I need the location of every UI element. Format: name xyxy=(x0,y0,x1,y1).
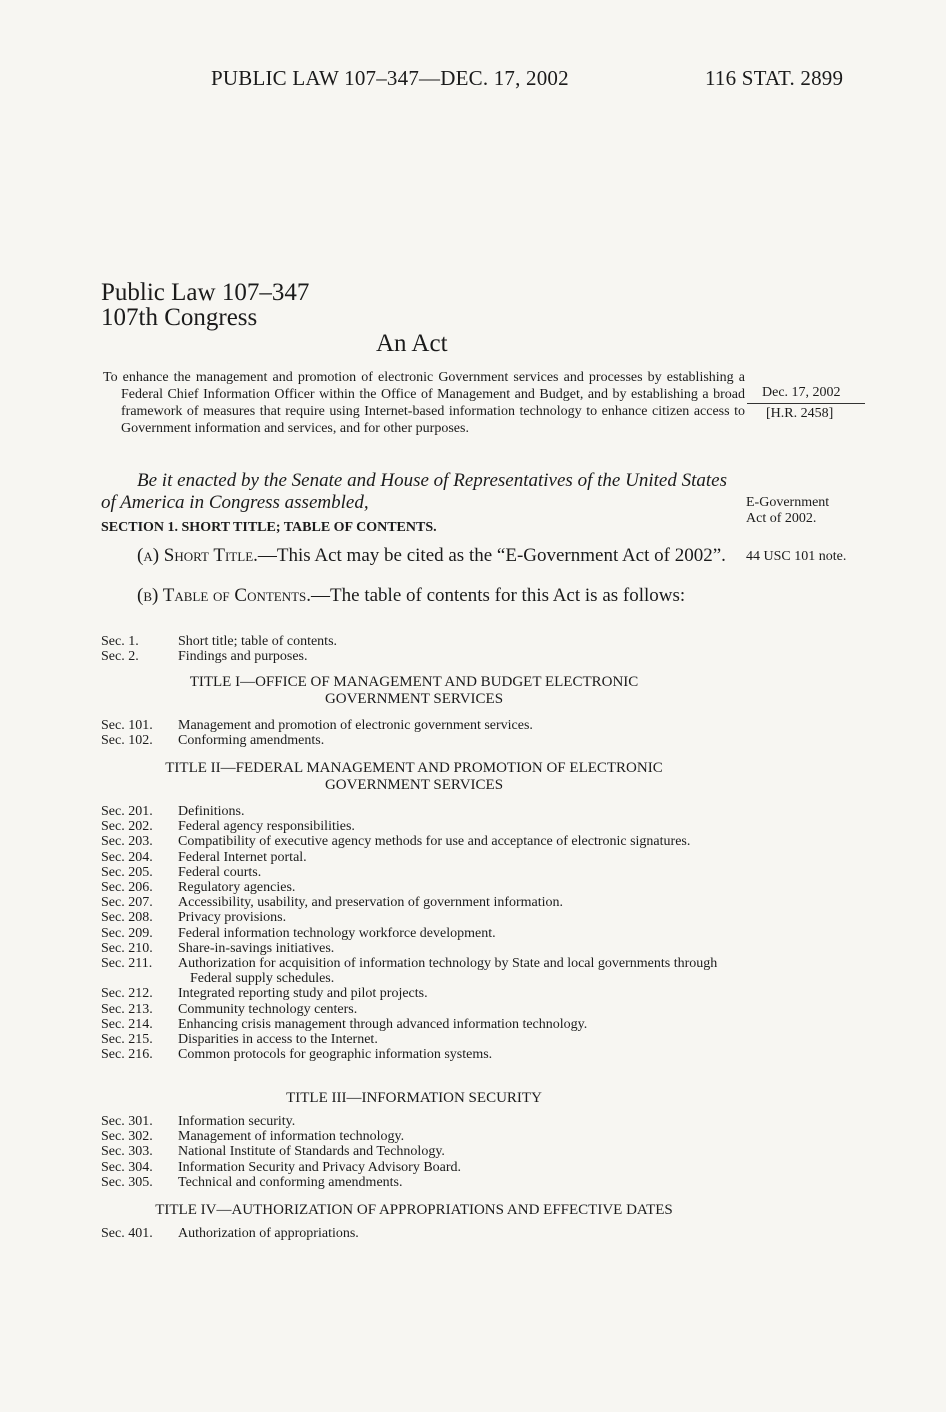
margin-rule xyxy=(747,403,865,404)
toc-sec-title: Conforming amendments. xyxy=(178,733,325,749)
toc-sec-num: Sec. 213. xyxy=(101,1001,153,1017)
toc-sec-title: Short title; table of contents. xyxy=(178,634,338,649)
toc-sec-num: Sec. 209. xyxy=(101,925,153,941)
toc-sec-num: Sec. 304. xyxy=(101,1159,153,1175)
toc-entry xyxy=(101,819,731,834)
toc-sec-num: Sec. 206. xyxy=(101,880,153,896)
toc-sec-num: Sec. 1. xyxy=(101,634,139,649)
toc-entry xyxy=(101,926,731,941)
toc-sec-num: Sec. 212. xyxy=(101,986,153,1002)
toc-entry xyxy=(101,910,731,925)
toc-sec-title: Regulatory agencies. xyxy=(178,880,296,896)
margin-short-title-line2: Act of 2002. xyxy=(746,511,817,526)
toc-entry xyxy=(101,1129,731,1144)
toc-entry xyxy=(101,834,731,849)
toc-title-4-sections xyxy=(101,1226,731,1241)
toc-sec-num: Sec. 302. xyxy=(101,1129,153,1145)
page-stat-citation: 116 STAT. 2899 xyxy=(705,66,844,90)
toc-entry xyxy=(101,1160,731,1175)
toc-sec-title: Information Security and Privacy Advisory Board. xyxy=(178,1159,462,1175)
toc-sec-num: Sec. 210. xyxy=(101,940,153,956)
running-header: PUBLIC LAW 107–347—DEC. 17, 2002 xyxy=(211,66,569,90)
toc-title-4-line1: TITLE IV—AUTHORIZATION OF APPROPRIATIONS AND EFFECTIVE DATES xyxy=(155,1202,673,1218)
toc-sec-num: Sec. 214. xyxy=(101,1016,153,1032)
toc-sec-title: Technical and conforming amendments. xyxy=(178,1174,403,1190)
toc-sec-title: Federal courts. xyxy=(178,864,262,880)
toc-sec-num: Sec. 216. xyxy=(101,1047,153,1063)
toc-entry xyxy=(101,1002,731,1017)
toc-entry xyxy=(101,850,731,865)
toc-entry xyxy=(101,1226,731,1241)
toc-sec-num: Sec. 2. xyxy=(101,649,139,665)
toc-entry xyxy=(101,804,731,819)
toc-sec-title: National Institute of Standards and Technology. xyxy=(178,1144,445,1160)
public-law-number: Public Law 107–347 xyxy=(101,279,310,306)
toc-sec-title: Federal Internet portal. xyxy=(178,849,307,865)
toc-sec-title: Integrated reporting study and pilot projects. xyxy=(178,986,428,1002)
toc-sec-title: Enhancing crisis management through advanced information technology. xyxy=(178,1016,588,1032)
toc-sec-num: Sec. 203. xyxy=(101,834,153,850)
toc-title-3-sections xyxy=(101,1114,731,1190)
toc-title-4-heading xyxy=(101,1202,727,1219)
toc-sec-title: Disparities in access to the Internet. xyxy=(178,1032,378,1048)
margin-usc-citation: 44 USC 101 note. xyxy=(746,549,847,564)
toc-entry xyxy=(101,986,731,1001)
margin-bill-number: [H.R. 2458] xyxy=(766,406,834,421)
toc-entry xyxy=(101,895,731,910)
toc-sec-num: Sec. 205. xyxy=(101,864,153,880)
toc-sec-title: Share-in-savings initiatives. xyxy=(178,940,335,956)
toc-preliminary xyxy=(101,634,731,664)
toc-sec-num: Sec. 201. xyxy=(101,804,153,819)
toc-sec-title: Common protocols for geographic information systems. xyxy=(178,1047,493,1063)
toc-sec-num: Sec. 207. xyxy=(101,895,153,911)
toc-sec-num: Sec. 215. xyxy=(101,1032,153,1048)
toc-sec-num: Sec. 303. xyxy=(101,1144,153,1160)
toc-sec-num: Sec. 101. xyxy=(101,718,153,733)
toc-sec-num: Sec. 211. xyxy=(101,956,153,972)
long-title-purpose: To enhance the management and promotion of electronic Government services and processes by establishing a Federal Chief Information Officer within the Office of Management and Budget, and by establishing a broad framework of measures that require using Internet-based information technology to enhance citizen access to Government information and services, and for other purposes. xyxy=(103,370,745,436)
toc-sec-title: Definitions. xyxy=(178,804,245,819)
congress-number: 107th Congress xyxy=(101,304,258,331)
section-1b-text: —The table of contents for this Act is as follows: xyxy=(311,585,686,606)
toc-sec-title: Privacy provisions. xyxy=(178,910,287,926)
toc-title-2-line2: GOVERNMENT SERVICES xyxy=(324,777,504,793)
toc-title-3-line1: TITLE III—INFORMATION SECURITY xyxy=(286,1090,542,1106)
toc-entry xyxy=(101,880,731,895)
toc-entry xyxy=(101,865,731,880)
toc-title-3-heading xyxy=(101,1090,727,1107)
enacting-clause: Be it enacted by the Senate and House of Representatives of the United States of America in Congress assembled, xyxy=(101,470,727,513)
toc-sec-title: Management and promotion of electronic government services. xyxy=(178,718,533,733)
toc-sec-num: Sec. 208. xyxy=(101,910,153,926)
toc-title-1-line1: TITLE I—OFFICE OF MANAGEMENT AND BUDGET ELECTRONIC xyxy=(189,674,639,690)
toc-title-2-line1: TITLE II—FEDERAL MANAGEMENT AND PROMOTION OF ELECTRONIC xyxy=(165,760,663,776)
toc-sec-title: Accessibility, usability, and preservation of government information. xyxy=(178,895,564,911)
section-1b-paragraph xyxy=(101,585,727,606)
toc-entry xyxy=(101,1032,731,1047)
toc-title-1-heading xyxy=(101,674,727,708)
toc-sec-num: Sec. 102. xyxy=(101,733,153,749)
toc-entry xyxy=(101,941,731,956)
toc-sec-num: Sec. 202. xyxy=(101,819,153,835)
toc-entry xyxy=(101,956,731,986)
toc-sec-title: Authorization of appropriations. xyxy=(178,1226,359,1241)
toc-title-2-sections xyxy=(101,804,731,1062)
toc-sec-title: Information security. xyxy=(178,1114,296,1129)
section-1-heading: SECTION 1. SHORT TITLE; TABLE OF CONTENTS. xyxy=(101,520,437,535)
toc-entry xyxy=(101,1047,731,1062)
toc-entry xyxy=(101,1175,731,1190)
toc-title-1-sections xyxy=(101,718,731,748)
margin-short-title-line1: E-Government xyxy=(746,495,830,510)
toc-sec-title: Management of information technology. xyxy=(178,1129,405,1145)
act-heading: An Act xyxy=(376,330,448,357)
toc-entry xyxy=(101,1144,731,1159)
toc-entry xyxy=(101,1017,731,1032)
toc-sec-title: Compatibility of executive agency methods for use and acceptance of electronic signatures. xyxy=(178,834,691,850)
section-1b-label: (b) Table of Contents. xyxy=(137,585,312,606)
toc-sec-num: Sec. 401. xyxy=(101,1226,153,1241)
toc-sec-title: Federal agency responsibilities. xyxy=(178,819,355,835)
toc-sec-num: Sec. 301. xyxy=(101,1114,153,1129)
toc-entry xyxy=(101,718,731,733)
toc-sec-title: Federal information technology workforce development. xyxy=(178,925,496,941)
toc-entry xyxy=(101,649,731,664)
toc-sec-title: Authorization for acquisition of information technology by State and local governments through Federal supply schedules. xyxy=(178,956,718,987)
toc-sec-title: Community technology centers. xyxy=(178,1001,358,1017)
section-1a-text: —This Act may be cited as the “E-Government Act of 2002”. xyxy=(257,545,726,566)
toc-sec-num: Sec. 305. xyxy=(101,1174,153,1190)
margin-date: Dec. 17, 2002 xyxy=(762,385,841,400)
section-1a-label: (a) Short Title. xyxy=(137,545,258,566)
section-1a-paragraph xyxy=(101,545,727,566)
toc-entry xyxy=(101,733,731,748)
toc-entry xyxy=(101,634,731,649)
toc-sec-num: Sec. 204. xyxy=(101,849,153,865)
toc-sec-title: Findings and purposes. xyxy=(178,649,308,665)
toc-title-2-heading xyxy=(101,760,727,794)
toc-entry xyxy=(101,1114,731,1129)
toc-title-1-line2: GOVERNMENT SERVICES xyxy=(324,691,504,707)
